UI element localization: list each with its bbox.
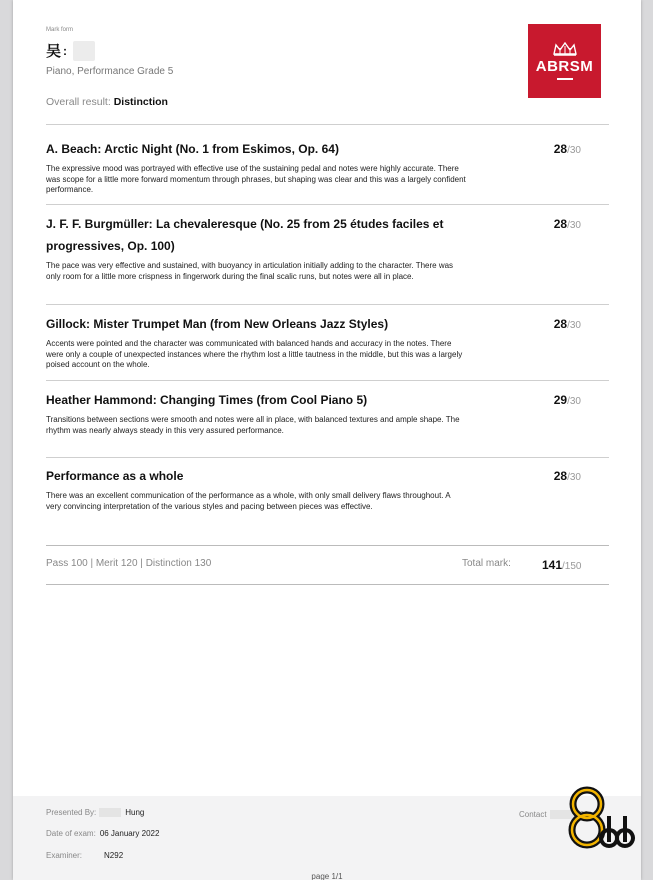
piece-title: Heather Hammond: Changing Times (from Cool Piano 5) — [46, 393, 368, 407]
piece-comment: Accents were pointed and the character was communicated with balanced hands and accuracy in the notes. There were only a couple of unexpected instances where the rhythm lost a little tautness in the middle, but this was a largely poised account on the whole. — [46, 339, 463, 369]
contact-suffix: 09 — [579, 810, 589, 819]
presented-by-value: Hung — [125, 808, 145, 817]
overall-result-value: Distinction — [113, 96, 168, 108]
piece-section — [46, 389, 609, 436]
divider — [46, 457, 609, 458]
piece-title: Performance as a whole — [46, 469, 184, 483]
piece-mark — [554, 313, 581, 337]
presented-by — [46, 808, 144, 817]
examiner-label: Examiner: — [46, 851, 83, 860]
divider — [46, 304, 609, 305]
total-mark-label: Total mark: — [462, 558, 511, 569]
divider — [46, 204, 609, 205]
piece-comment: There was an excellent communication of the performance as a whole, with only small delivery flaws throughout. A very convincing interpretation of the various styles and pacing between pieces was effective. — [46, 491, 451, 511]
piece-mark-value: 28 — [553, 142, 568, 156]
candidate-name — [46, 40, 95, 61]
examiner — [46, 851, 123, 860]
logo-underline — [557, 78, 573, 80]
redacted-name — [73, 41, 95, 61]
contact-label: Contact — [519, 810, 547, 819]
exam-date-value: 06 January 2022 — [99, 829, 160, 838]
piece-mark — [554, 138, 581, 162]
exam-date-label: Date of exam: — [46, 829, 96, 838]
logo-text: ABRSM — [535, 58, 594, 76]
divider — [46, 380, 609, 381]
divider — [46, 124, 609, 125]
piece-mark-value: 28 — [553, 469, 568, 483]
piece-comment: The pace was very effective and sustained, with buoyancy in articulation initially adding to the character. There was only room for a little more crispness in fingerwork during the final scalic runs, but notes were all in place. — [46, 261, 454, 281]
total-row — [46, 546, 609, 584]
piece-mark-max: /30 — [567, 396, 581, 407]
piece-section — [46, 313, 609, 371]
piece-mark-max: /30 — [567, 145, 581, 156]
piece-comment: The expressive mood was portrayed with effective use of the sustaining pedal and notes were highly accurate. There was scope for a little more forward momentum through phrases, but shaping was clear and this was a largely confident performance. — [46, 164, 466, 194]
grade-thresholds: Pass 100 | Merit 120 | Distinction 130 — [46, 558, 212, 569]
footer-band — [13, 796, 641, 880]
abrsm-logo — [528, 24, 601, 98]
piece-title: A. Beach: Arctic Night (No. 1 from Eskimos, Op. 64) — [46, 142, 339, 156]
exam-date — [46, 829, 159, 838]
piece-mark-value: 28 — [553, 317, 568, 331]
name-separator: : — [63, 43, 68, 58]
piece-mark-max: /30 — [567, 472, 581, 483]
redacted-presenter — [99, 808, 121, 817]
piece-mark-max: /30 — [567, 320, 581, 331]
piece-mark-value: 29 — [553, 393, 568, 407]
piece-section — [46, 138, 609, 196]
piece-comment: Transitions between sections were smooth and notes were all in place, with balanced textures and ample shape. The rhythm was nearly always steady in this very assured performance. — [46, 415, 460, 435]
piece-mark-value: 28 — [553, 217, 568, 231]
total-mark-max: /150 — [562, 561, 582, 572]
piece-mark — [554, 213, 581, 237]
exam-subject: Piano, Performance Grade 5 — [46, 66, 174, 77]
piece-mark — [554, 389, 581, 413]
candidate-surname: 吴 — [46, 43, 62, 60]
divider — [46, 584, 609, 585]
overall-result-label: Overall result: — [46, 96, 111, 108]
piece-section — [46, 213, 609, 282]
total-mark — [542, 558, 582, 572]
piece-mark — [554, 465, 581, 489]
page-number: page 1/1 — [311, 872, 343, 880]
crown-icon — [552, 42, 578, 56]
overall-result — [46, 96, 168, 108]
watermark-logo-icon — [561, 786, 641, 850]
examiner-value: N292 — [104, 851, 124, 860]
piece-section — [46, 465, 609, 512]
total-mark-value: 141 — [542, 558, 563, 572]
piece-mark-max: /30 — [567, 220, 581, 231]
piece-title: J. F. F. Burgmüller: La chevaleresque (No. 25 from 25 études faciles et progressives, Op. 100) — [46, 217, 444, 253]
form-label: Mark form — [46, 27, 73, 33]
piece-title: Gillock: Mister Trumpet Man (from New Orleans Jazz Styles) — [46, 317, 389, 331]
presented-by-label: Presented By: — [46, 808, 97, 817]
mark-form-page — [13, 0, 641, 880]
